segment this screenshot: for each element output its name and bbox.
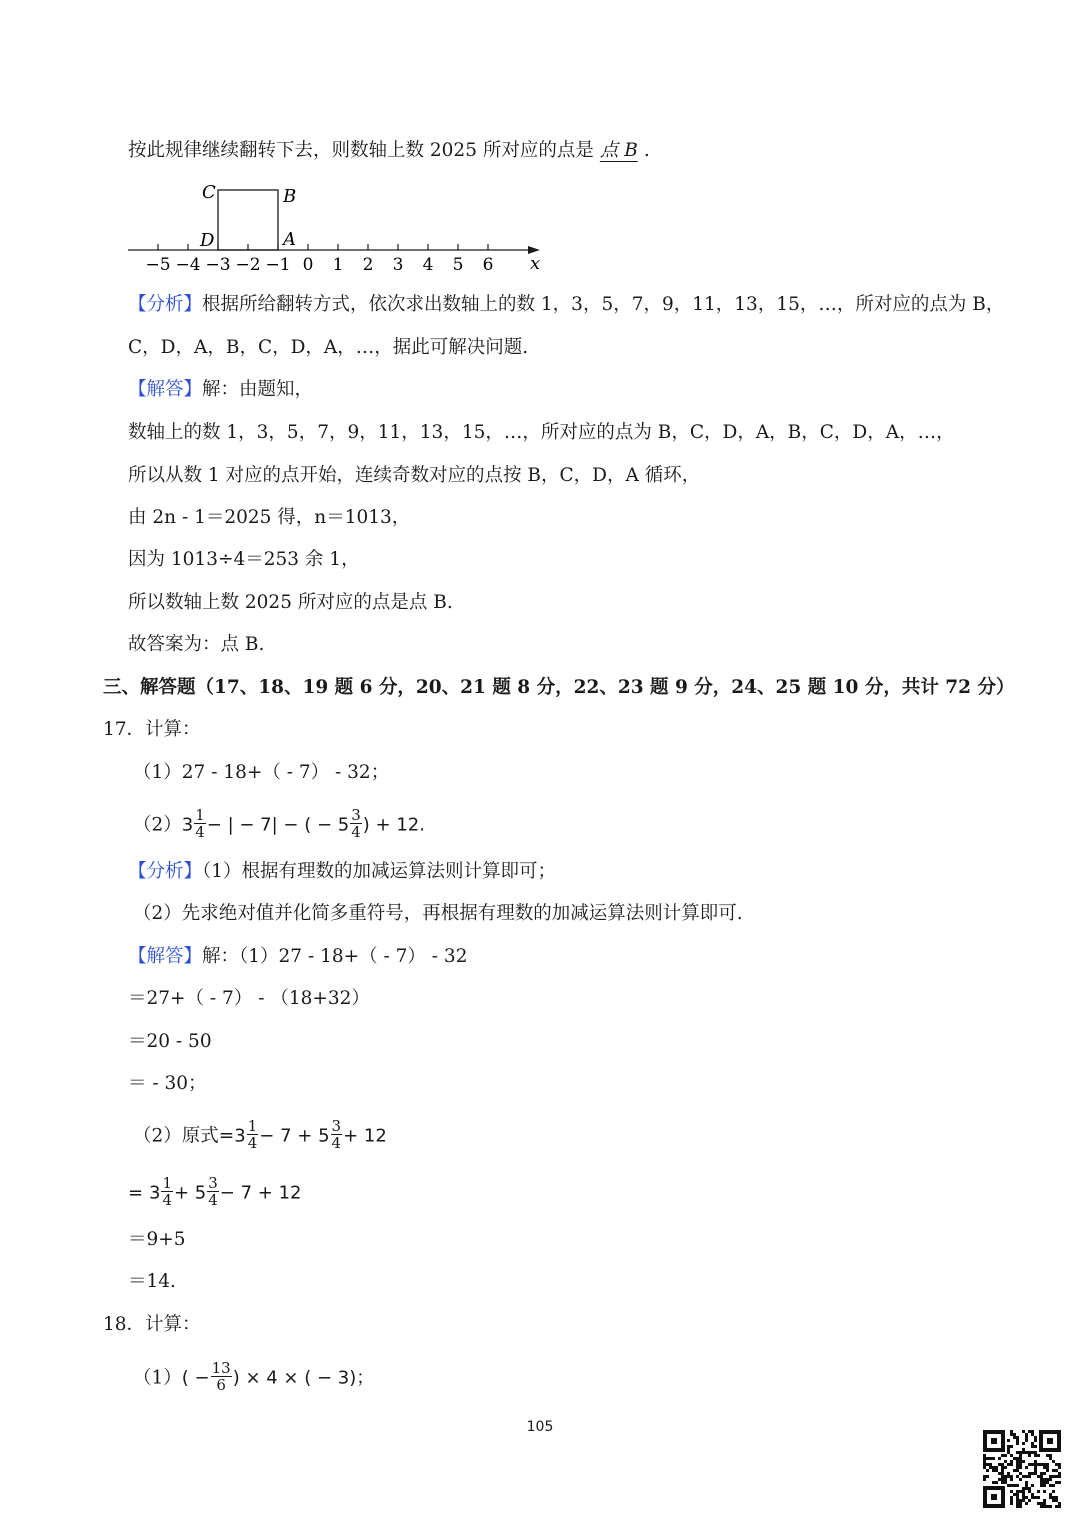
answer-tag: 【解答】 [128, 379, 203, 400]
tick-label: 0 [302, 255, 314, 275]
fraction-den: 6 [216, 1376, 226, 1394]
tick-label: 2 [362, 255, 374, 275]
fraction-num: 3 [351, 806, 361, 824]
q18-1-open: ( − [181, 1367, 210, 1389]
tick-label: −1 [265, 255, 291, 275]
q17-s2-int: 3 [234, 1125, 246, 1147]
q17-answer-head [128, 944, 467, 970]
q17-2-prefix: （2） [133, 814, 182, 836]
q17-step-5 [128, 1174, 302, 1210]
q17-analysis-text-1: （1）根据有理数的加减运算法则计算即可； [202, 861, 557, 882]
fraction-num: 1 [195, 806, 205, 824]
number-axis-figure [120, 176, 560, 276]
tick-labels [145, 255, 493, 275]
answer-tag: 【解答】 [128, 946, 203, 967]
q17-step-2: ＝20 - 50 [128, 1031, 212, 1052]
solution-line-1: 数轴上的数 1，3，5，7，9，11，13，15，…，所对应的点为 B，C，D，A，B，C，D，A，…， [128, 422, 955, 443]
solution-line-5: 所以数轴上数 2025 所对应的点是点 B. [128, 592, 453, 613]
answer-head [128, 377, 313, 403]
fraction-num: 3 [331, 1117, 342, 1135]
fraction-den: 4 [208, 1191, 218, 1209]
fraction-den: 4 [247, 1134, 258, 1152]
fraction-num: 13 [211, 1359, 231, 1377]
fraction-num: 3 [208, 1174, 218, 1192]
fraction-1-4 [247, 1118, 259, 1151]
q17-step-3: ＝ - 30； [128, 1073, 207, 1094]
tick-label: −4 [175, 255, 201, 275]
tick-label: 5 [452, 255, 464, 275]
fraction-den: 4 [162, 1191, 172, 1209]
section-3-heading: 三、解答题（17、18、19 题 6 分，20、21 题 8 分，22、23 题 9 分，24、25 题 10 分，共计 72 分） [103, 677, 1015, 698]
solution-line-4: 因为 1013÷4＝253 余 1， [128, 549, 360, 570]
q17-2-int: 3 [181, 814, 194, 836]
q17-step-4 [133, 1117, 387, 1153]
q17-s2-end: + 12 [343, 1125, 387, 1147]
analysis-line-1 [128, 292, 1004, 318]
q18-part-1 [133, 1359, 375, 1395]
fraction-den: 4 [351, 823, 361, 841]
fraction-3-4 [331, 1118, 343, 1151]
fraction-den: 4 [195, 823, 205, 841]
analysis-text-1: 根据所给翻转方式，依次求出数轴上的数 1，3，5，7，9，11，13，15，…，所对应的点为 B， [202, 294, 1005, 315]
solution-line-2: 所以从数 1 对应的点开始，连续奇数对应的点按 B，C，D，A 循环， [128, 465, 701, 486]
q17-answer-head-text: 解：（1）27 - 18+（ - 7） - 32 [202, 946, 468, 967]
label-B: B [283, 186, 297, 207]
fraction-den: 4 [331, 1134, 342, 1152]
question-17: 17．计算： [103, 719, 201, 740]
q17-s3-mid: + 5 [173, 1182, 207, 1204]
answer-head-text: 解：由题知， [202, 379, 314, 400]
fraction-1-4 [194, 807, 206, 840]
q17-step-7: ＝14. [128, 1271, 176, 1292]
analysis-tag: 【分析】 [128, 294, 203, 315]
tick-label: −5 [145, 255, 171, 275]
intro-end: . [643, 140, 650, 161]
intro-line [128, 138, 650, 164]
q17-analysis-2: （2）先求绝对值并化简多重符号，再根据有理数的加减运算法则计算即可. [133, 903, 743, 924]
q17-s3-int: 3 [148, 1182, 161, 1204]
label-C: C [202, 182, 216, 203]
solution-line-6: 故答案为：点 B. [128, 634, 265, 655]
q17-s2-prefix: （2）原式= [133, 1125, 235, 1147]
question-18: 18．计算： [103, 1314, 201, 1335]
q17-analysis-1 [128, 859, 556, 885]
analysis-line-2: C，D，A，B，C，D，A，…，据此可解决问题. [128, 337, 529, 358]
fraction-3-4 [350, 807, 362, 840]
page-number: 105 [526, 1419, 554, 1435]
tick-label: 6 [482, 255, 494, 275]
tick-label: 1 [332, 255, 344, 275]
label-D: D [200, 230, 215, 251]
q17-step-6: ＝9+5 [128, 1229, 186, 1250]
q18-1-end: ) × 4 × ( − 3)； [232, 1367, 375, 1389]
q17-s3-prefix: = [128, 1182, 144, 1204]
label-x: x [530, 253, 541, 274]
q17-s3-end: − 7 + 12 [219, 1182, 302, 1204]
fraction-13-6 [211, 1360, 232, 1393]
label-A: A [283, 229, 296, 250]
q17-2-end: ) + 12. [362, 814, 425, 836]
tick-label: 3 [392, 255, 404, 275]
solution-line-3: 由 2n - 1＝2025 得，n＝1013， [128, 507, 411, 528]
q17-part-1: （1）27 - 18+（ - 7） - 32； [133, 762, 390, 783]
blank-answer: 点 B [599, 140, 638, 161]
tick-label: −2 [235, 255, 261, 275]
q17-step-1: ＝27+（ - 7） - （18+32） [128, 988, 370, 1009]
q18-1-prefix: （1） [133, 1367, 182, 1389]
intro-text: 按此规律继续翻转下去，则数轴上数 2025 所对应的点是 [128, 140, 594, 161]
fraction-num: 1 [162, 1174, 172, 1192]
tick-label: 4 [422, 255, 434, 275]
fraction-3-4 [207, 1175, 219, 1208]
qr-code-icon [983, 1430, 1061, 1508]
fraction-num: 1 [247, 1117, 258, 1135]
analysis-tag: 【分析】 [128, 861, 203, 882]
fraction-1-4 [161, 1175, 173, 1208]
tick-label: −3 [205, 255, 231, 275]
q17-s2-mid: − 7 + 5 [259, 1125, 330, 1147]
square [218, 190, 278, 250]
q17-2-mid: − | − 7| − ( − 5 [206, 814, 350, 836]
q17-part-2 [133, 806, 425, 842]
